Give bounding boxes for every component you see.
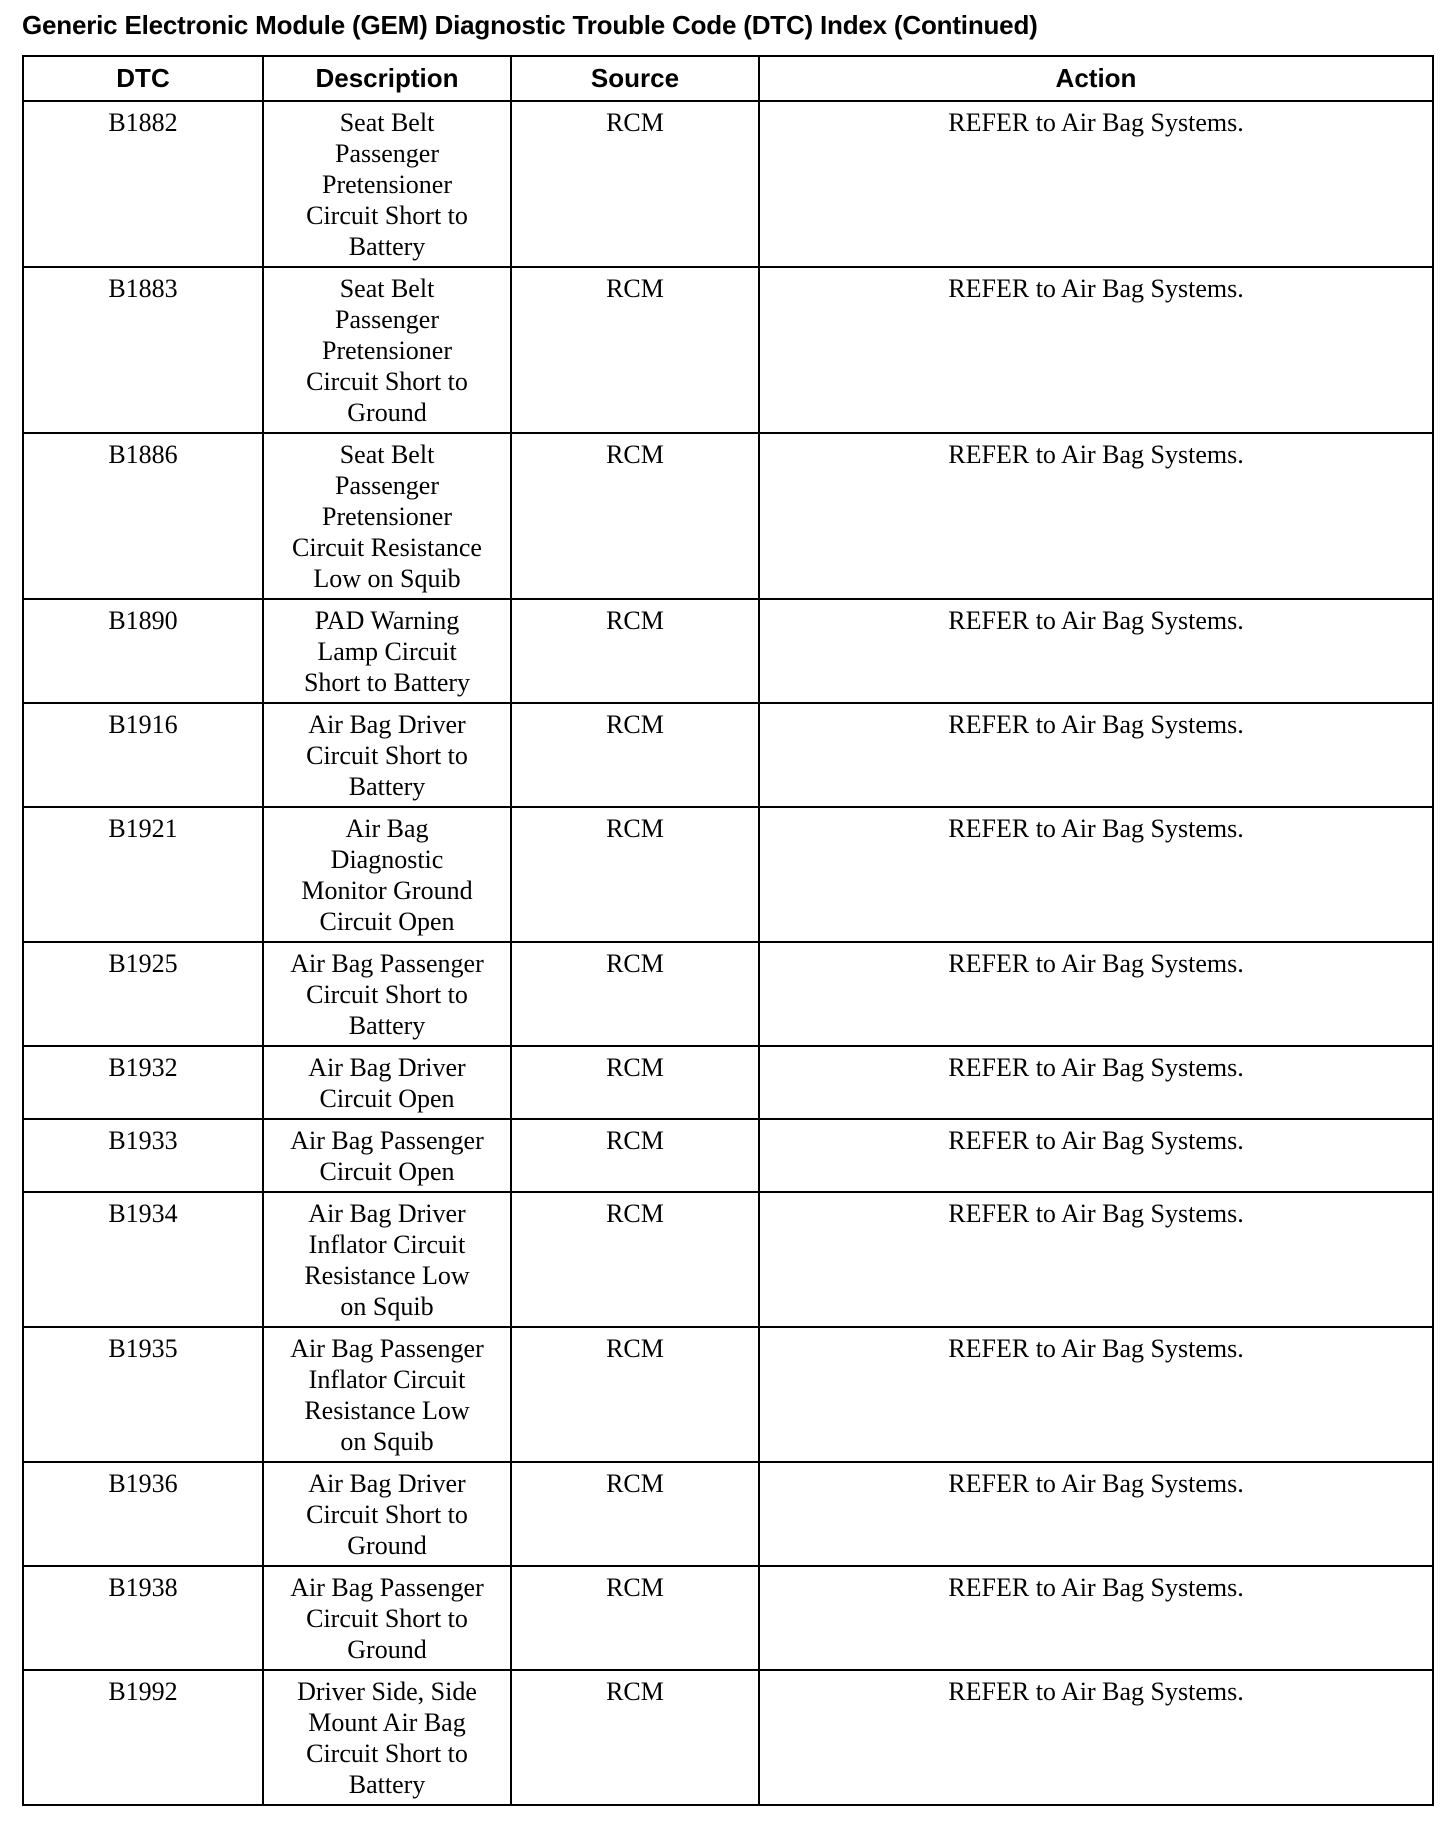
description-line: Seat Belt xyxy=(339,440,435,469)
description-line: Battery xyxy=(348,1770,426,1799)
dtc-source: RCM xyxy=(511,267,759,433)
dtc-action: REFER to Air Bag Systems. xyxy=(759,1046,1433,1119)
dtc-source: RCM xyxy=(511,1462,759,1566)
dtc-code: B1938 xyxy=(23,1566,263,1670)
dtc-description xyxy=(263,1046,511,1119)
dtc-description xyxy=(263,1119,511,1192)
dtc-action: REFER to Air Bag Systems. xyxy=(759,101,1433,267)
table-row xyxy=(23,1462,1433,1566)
dtc-action: REFER to Air Bag Systems. xyxy=(759,807,1433,942)
dtc-source: RCM xyxy=(511,1670,759,1805)
dtc-source: RCM xyxy=(511,942,759,1046)
description-line: Circuit Short to xyxy=(306,1604,468,1633)
dtc-action: REFER to Air Bag Systems. xyxy=(759,1462,1433,1566)
dtc-action: REFER to Air Bag Systems. xyxy=(759,703,1433,807)
description-line: Air Bag Driver xyxy=(308,1053,466,1082)
table-row xyxy=(23,599,1433,703)
dtc-index-table xyxy=(22,55,1434,1806)
dtc-code: B1925 xyxy=(23,942,263,1046)
header-description: Description xyxy=(263,56,511,101)
dtc-source: RCM xyxy=(511,1327,759,1462)
description-line: Circuit Open xyxy=(319,1157,455,1186)
dtc-source: RCM xyxy=(511,1119,759,1192)
description-line: Ground xyxy=(347,1531,427,1560)
description-line: on Squib xyxy=(340,1427,434,1456)
dtc-code: B1883 xyxy=(23,267,263,433)
dtc-source: RCM xyxy=(511,1566,759,1670)
description-line: Diagnostic xyxy=(330,845,444,874)
dtc-code: B1934 xyxy=(23,1192,263,1327)
dtc-code: B1932 xyxy=(23,1046,263,1119)
dtc-description xyxy=(263,703,511,807)
description-line: Air Bag Passenger xyxy=(290,1126,484,1155)
dtc-description xyxy=(263,101,511,267)
description-line: Circuit Open xyxy=(319,1084,455,1113)
description-line: Monitor Ground xyxy=(301,876,473,905)
description-line: Air Bag Passenger xyxy=(290,1334,484,1363)
description-line: Circuit Short to xyxy=(306,741,468,770)
dtc-code: B1921 xyxy=(23,807,263,942)
description-line: Air Bag Driver xyxy=(308,1199,466,1228)
table-row xyxy=(23,267,1433,433)
table-row xyxy=(23,433,1433,599)
description-line: Air Bag Passenger xyxy=(290,1573,484,1602)
description-line: Passenger xyxy=(335,305,439,334)
dtc-description xyxy=(263,1327,511,1462)
dtc-source: RCM xyxy=(511,1046,759,1119)
description-line: Driver Side, Side xyxy=(297,1677,477,1706)
table-row xyxy=(23,1119,1433,1192)
dtc-source: RCM xyxy=(511,807,759,942)
description-line: Air Bag xyxy=(345,814,429,843)
description-line: Low on Squib xyxy=(313,564,461,593)
description-line: Circuit Short to xyxy=(306,980,468,1009)
description-line: Circuit Short to xyxy=(306,367,468,396)
description-line: Pretensioner xyxy=(322,502,452,531)
description-line: Circuit Open xyxy=(319,907,455,936)
description-line: PAD Warning xyxy=(314,606,460,635)
dtc-description xyxy=(263,1566,511,1670)
description-line: Ground xyxy=(347,398,427,427)
description-line: Air Bag Driver xyxy=(308,710,466,739)
description-line: Resistance Low xyxy=(304,1396,470,1425)
description-line: Circuit Short to xyxy=(306,201,468,230)
dtc-description xyxy=(263,807,511,942)
dtc-action: REFER to Air Bag Systems. xyxy=(759,1566,1433,1670)
dtc-description xyxy=(263,1192,511,1327)
description-line: Air Bag Driver xyxy=(308,1469,466,1498)
dtc-description xyxy=(263,1462,511,1566)
description-line: Lamp Circuit xyxy=(317,637,457,666)
dtc-description xyxy=(263,267,511,433)
description-line: Pretensioner xyxy=(322,336,452,365)
description-line: Air Bag Passenger xyxy=(290,949,484,978)
description-line: Passenger xyxy=(335,139,439,168)
dtc-source: RCM xyxy=(511,703,759,807)
dtc-source: RCM xyxy=(511,1192,759,1327)
description-line: Seat Belt xyxy=(339,108,435,137)
dtc-action: REFER to Air Bag Systems. xyxy=(759,1670,1433,1805)
dtc-description xyxy=(263,1670,511,1805)
table-row xyxy=(23,101,1433,267)
description-line: Resistance Low xyxy=(304,1261,470,1290)
dtc-code: B1886 xyxy=(23,433,263,599)
description-line: Circuit Short to xyxy=(306,1500,468,1529)
description-line: Pretensioner xyxy=(322,170,452,199)
table-row xyxy=(23,942,1433,1046)
dtc-action: REFER to Air Bag Systems. xyxy=(759,433,1433,599)
dtc-action: REFER to Air Bag Systems. xyxy=(759,942,1433,1046)
description-line: on Squib xyxy=(340,1292,434,1321)
dtc-action: REFER to Air Bag Systems. xyxy=(759,267,1433,433)
table-body xyxy=(23,101,1433,1805)
dtc-source: RCM xyxy=(511,101,759,267)
description-line: Mount Air Bag xyxy=(308,1708,466,1737)
dtc-description xyxy=(263,599,511,703)
table-row xyxy=(23,807,1433,942)
table-row xyxy=(23,1566,1433,1670)
description-line: Passenger xyxy=(335,471,439,500)
dtc-action: REFER to Air Bag Systems. xyxy=(759,1327,1433,1462)
header-action: Action xyxy=(759,56,1433,101)
description-line: Short to Battery xyxy=(303,668,471,697)
dtc-code: B1935 xyxy=(23,1327,263,1462)
description-line: Battery xyxy=(348,772,426,801)
description-line: Ground xyxy=(347,1635,427,1664)
dtc-code: B1992 xyxy=(23,1670,263,1805)
dtc-source: RCM xyxy=(511,433,759,599)
table-header-row xyxy=(23,56,1433,101)
dtc-description xyxy=(263,433,511,599)
table-row xyxy=(23,703,1433,807)
description-line: Inflator Circuit xyxy=(308,1230,466,1259)
dtc-code: B1882 xyxy=(23,101,263,267)
header-source: Source xyxy=(511,56,759,101)
table-row xyxy=(23,1046,1433,1119)
dtc-action: REFER to Air Bag Systems. xyxy=(759,1192,1433,1327)
description-line: Inflator Circuit xyxy=(308,1365,466,1394)
dtc-code: B1890 xyxy=(23,599,263,703)
description-line: Seat Belt xyxy=(339,274,435,303)
table-row xyxy=(23,1670,1433,1805)
dtc-code: B1936 xyxy=(23,1462,263,1566)
page-title: Generic Electronic Module (GEM) Diagnostic Trouble Code (DTC) Index (Continued) xyxy=(22,10,1038,40)
description-line: Circuit Short to xyxy=(306,1739,468,1768)
dtc-code: B1933 xyxy=(23,1119,263,1192)
dtc-description xyxy=(263,942,511,1046)
header-dtc: DTC xyxy=(23,56,263,101)
dtc-code: B1916 xyxy=(23,703,263,807)
dtc-source: RCM xyxy=(511,599,759,703)
dtc-action: REFER to Air Bag Systems. xyxy=(759,599,1433,703)
description-line: Battery xyxy=(348,1011,426,1040)
dtc-action: REFER to Air Bag Systems. xyxy=(759,1119,1433,1192)
table-row xyxy=(23,1192,1433,1327)
description-line: Circuit Resistance xyxy=(292,533,482,562)
table-row xyxy=(23,1327,1433,1462)
description-line: Battery xyxy=(348,232,426,261)
